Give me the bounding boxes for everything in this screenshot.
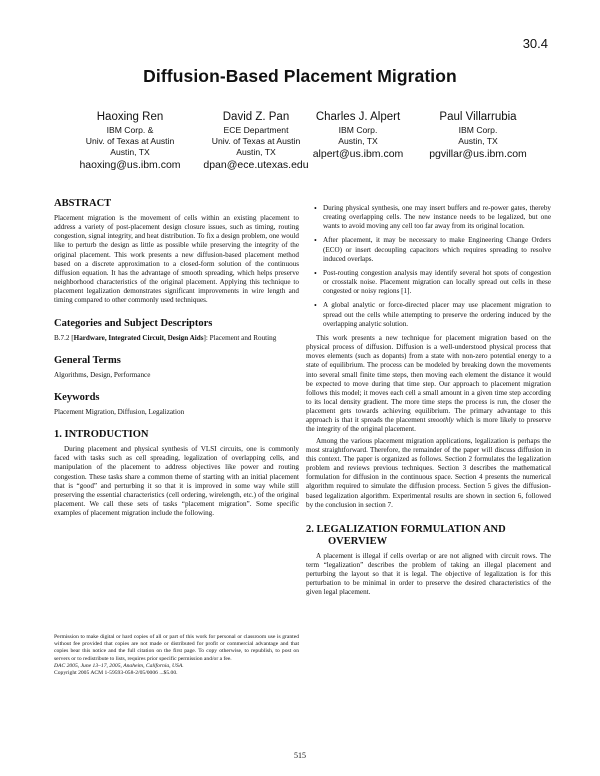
- general-terms-heading: General Terms: [54, 354, 121, 366]
- abstract-heading: ABSTRACT: [54, 198, 112, 209]
- author-block: [408, 110, 548, 161]
- keywords-text: Placement Migration, Diffusion, Legalization: [54, 407, 185, 416]
- section2-text: A placement is illegal if cells overlap or are not aligned with circuit rows. The term “legalization” describes the problem of taking an illegal placement and perturbing the layout so that it is legal. The objective of legalization is for this perturbation to be minimal in order to preserve the desired characteristics of the given legal placement.: [306, 551, 551, 597]
- conference-line: DAC 2005, June 13–17, 2005, Anaheim, California, USA.: [54, 662, 184, 669]
- abstract-text: Placement migration is the movement of cells within an existing placement to address a variety of post-placement design closure issues, such as timing, routing congestion, signal integrity, and heat distribution. To fix a design problem, one would like to perturb the design as little as possible while preserving the integrity of the original placement. This work presents a new diffusion-based placement method based on a discrete approximation to a closed-form solution of the continuous diffusion equation. It has the advantage of smooth spreading, which helps preserve neighborhood characteristics of the original placement. Applying this technique to placement legalization demonstrates significant improvements in wire length and timing compared to other commonly used techniques.: [54, 214, 299, 305]
- paragraph-text: This work presents a new technique for placement migration based on the physical process of diffusion. Diffusion is a well-understood physical process that moves elements (such as dopants) from a state with non-zero potential energy to a state of equilibrium. The process can be modeled by breaking down the movements into several small finite time steps, then moving each element the distance it would be expected to move during that time step. Our approach to placement migration follows this model; it moves each cell a small amount in a given time step according to its local density gradient. The more time steps the process is run, the closer the placement gets towards achieving equilibrium. The primary advantage to this approach is that it spreads the placement: [306, 333, 551, 425]
- author-email: haoxing@us.ibm.com: [79, 159, 181, 171]
- copyright-line: Copyright 2005 ACM 1-59593-058-2/05/0006 ...$5.00.: [54, 670, 178, 677]
- author-name: Charles J. Alpert: [315, 111, 401, 123]
- right-column: [306, 204, 551, 598]
- copyright-footnote: [54, 634, 299, 677]
- introduction-heading: 1. INTRODUCTION: [54, 429, 149, 441]
- list-item: • Post-routing congestion analysis may identify several hot spots of congestion or crosstalk noise. Placement migration can locally spread out cells in these congested or noisy regions [1].: [323, 269, 551, 296]
- category-code: B.7.2 [: [54, 333, 74, 342]
- categories-heading: Categories and Subject Descriptors: [54, 317, 213, 329]
- author-name: Haoxing Ren: [96, 111, 164, 123]
- section2-heading-line: 2. LEGALIZATION FORMULATION AND: [306, 523, 506, 535]
- page-number: 515: [294, 751, 306, 760]
- author-affiliation: Univ. of Texas at Austin: [211, 136, 301, 146]
- author-affiliation: Austin, TX: [236, 147, 276, 157]
- organization-paragraph: Among the various placement migration applications, legalization is perhaps the most straightforward. Therefore, the remainder of the paper will discuss diffusion in this context. The paper is organized as follows. Section 2 formulates the legalization problem and reviews previous techniques. Section 3 describes the mathematical formulation for diffusion in the continuous space. Section 4 presents the numerical algorithm required to simulate the diffusion process. Section 5 gives the diffusion-based legalization algorithm. Experimental results are shown in section 6, followed by the conclusion in section 7.: [306, 436, 551, 509]
- list-item: • After placement, it may be necessary to make Engineering Change Orders (ECO) or insert decoupling capacitors which requires spreading to resolve induced overlaps.: [323, 236, 551, 263]
- section2-heading-line: OVERVIEW: [328, 535, 388, 547]
- author-email: pgvillar@us.ibm.com: [429, 148, 527, 160]
- author-email: dpan@ece.utexas.edu: [203, 159, 309, 171]
- author-affiliation: IBM Corp. &: [106, 125, 154, 135]
- author-affiliation: IBM Corp.: [338, 125, 378, 135]
- left-column: [54, 198, 299, 518]
- session-number: 30.4: [522, 36, 548, 51]
- categories-text: [54, 334, 299, 343]
- author-name: Paul Villarrubia: [439, 111, 517, 123]
- author-affiliation: Austin, TX: [458, 136, 498, 146]
- author-affiliation: Austin, TX: [110, 147, 150, 157]
- migration-examples-list: [306, 204, 551, 329]
- emphasis-text: smoothly: [427, 416, 454, 425]
- keywords-heading: Keywords: [54, 391, 100, 403]
- permission-text: Permission to make digital or hard copies of all or part of this work for personal or classroom use is granted without fee provided that copies are not made or distributed for profit or commercial advantage and that copies bear this notice and the full citation on the first page. To copy otherwise, to republish, to post on servers or to redistribute to lists, requires prior specific permission and/or a fee.: [54, 634, 299, 662]
- general-terms-text: Algorithms, Design, Performance: [54, 370, 151, 379]
- author-block: [288, 110, 428, 161]
- author-affiliation: IBM Corp.: [458, 125, 498, 135]
- category-bold: Hardware, Integrated Circuit, Design Aids: [73, 333, 204, 342]
- list-item: • A global analytic or force-directed placer may use placement migration to spread out the cells while attempting to preserve the ordering induced by the overlapping analytic solution.: [323, 301, 551, 328]
- introduction-text: During placement and physical synthesis of VLSI circuits, one is commonly faced with tasks such as cell spreading, legalization of overlapping cells, and manipulation of the placement to address objectives like power and routing congestion. These tasks share a common theme of starting with an initial placement that is “good” and perturbing it so that it is improved in some way while still preserving the essential characteristics (cell ordering, wirelength, etc.) of the original placement. We call these sets of tasks “placement migration”. Some specific examples of placement migration include the following.: [54, 445, 299, 518]
- author-block: [60, 110, 200, 172]
- author-email: alpert@us.ibm.com: [312, 148, 404, 160]
- paragraph-text: which is more likely to preserve the integrity of the original placement.: [306, 416, 551, 434]
- category-rest: ]: Placement and Routing: [203, 333, 277, 342]
- author-affiliation: Univ. of Texas at Austin: [85, 136, 175, 146]
- author-affiliation: ECE Department: [223, 125, 289, 135]
- list-item: • During physical synthesis, one may insert buffers and re-power gates, thereby creating overlapping cells. The new instance needs to be legalized, but one wants to avoid moving any cell too far away from its original location.: [323, 204, 551, 231]
- section2-heading: [306, 524, 551, 548]
- author-affiliation: Austin, TX: [338, 136, 378, 146]
- author-name: David Z. Pan: [222, 111, 290, 123]
- paper-title: Diffusion-Based Placement Migration: [143, 66, 457, 86]
- diffusion-paragraph: [306, 334, 551, 435]
